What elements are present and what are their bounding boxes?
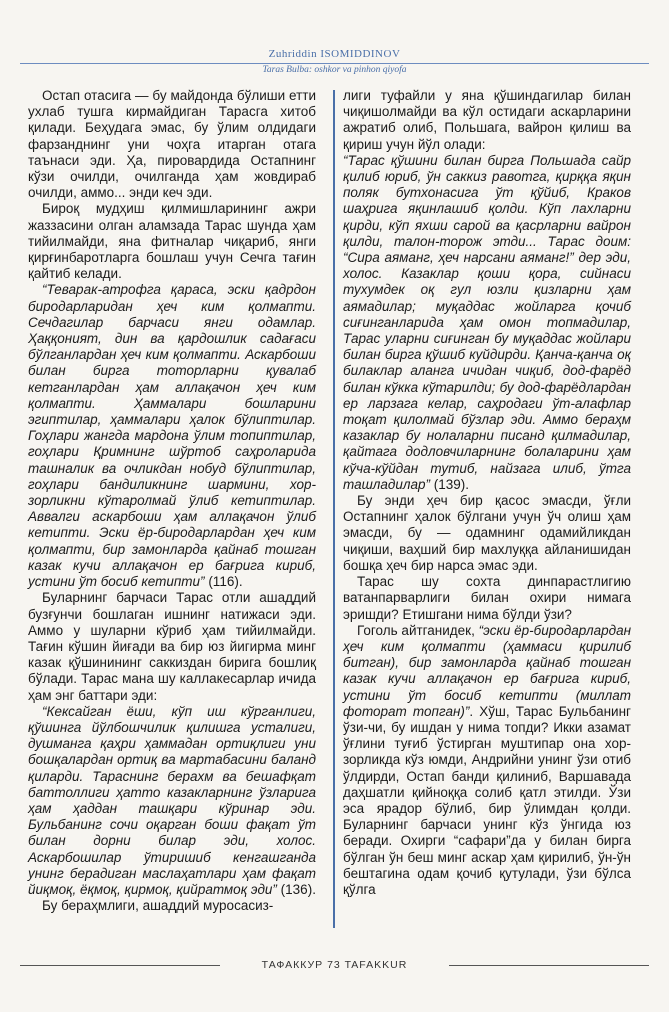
right-text-column [343,88,631,898]
quote-text: “эски ёр-биродарлардан ҳеч ким қолмапти (ҳаммаси қирилиб битган), бир замонларда қайнаб тошган казак кучи аллақачон ер бағрига кириб, устини ўт босиб кетипти (миллат фоторат топган)” [343,622,632,719]
header-rule [20,63,649,64]
quote-text: “Теварак-атрофга қараса, эски қадрдон биродарларидан ҳеч ким қолмапти. Сечдагилар барчаси янги одамлар. Ҳаққоният, дин ва қардошлик садағаси бўлганлардан ҳеч ким қолмапти. Аскарбоши билан бирга тоторларни қувалаб кетганлардан ҳам аллақачон ҳеч ким қолмапти. Ҳаммалари бошларини эгиптилар, ҳаммалари ҳалок бўлиптилар. Гоҳлари жангда мардона ўлим топиптилар, гоҳлари Қримнинг шўртоб саҳроларида ташналик ва очликдан нобуд бўлиптилар, гоҳлари бандиликнинг шармини, хор-зорликни кўтаролмай ўлиб кетиптилар. Аввалги аскарбоши ҳам аллақачон ўлиб кетипти. Эски ёр-биродарлардан ҳеч ким қолмапти, бир замонларда қайнаб тошган казак кучи аллақачон ер бағрига кириб, устини ўт босиб кетипти” [28,282,316,590]
quote-text: “Кексайган ёши, кўп иш кўрганлиги, қўшинга йўлбошчилик қилишга усталиги, душманга қаҳри ҳаммадан ортиқлиги уни бошқалардан ортиқ ва мартабасини баланд қиларди. Тараснинг берахм ва бешафқат баттоллиги ҳатто казакларнинг ўзларига ҳам ҳаддан ташқари кўринар эди. Бульбанинг сочи оқарган боши фақат ўт билан дорни билар эди, холос. Аскарбошилар ўтиришиб кенгашганда унинг берадиган маслаҳатлари ҳам фақат йиқмоқ, ёқмоқ, қирмоқ, қийратмоқ эди” [28,703,316,897]
citation-text: (139). [430,476,470,492]
paragraph [28,282,316,590]
paragraph [28,590,316,703]
paragraph-text: Бу энди ҳеч бир қасос эмасди, ўғли Остапнинг ҳалок бўлгани учун ўч олиш ҳам эмасди, бу — одамнинг одамийликдан чиқиши, ваҳший бир махлуққа айланишидан бошқа ҳеч бир нарса эмас эди. [343,493,631,573]
paragraph [28,704,316,898]
paragraph-text: Бироқ мудҳиш қилмишларининг ажри жаззасини олган аламзада Тарас шунда ҳам тийилмайди, яна фитналар чиқариб, янги қирғинбаротларга бошлаш учун Сечга тағин қайтиб келади. [28,201,316,282]
paragraph [343,493,631,574]
paragraph [343,153,631,493]
paragraph [28,201,316,282]
citation-text: . Хўш, Тарас Бульбанинг ўзи-чи, бу ишдан у нима топди? Икки азамат ўғлини туғиб ўстирган муштипар она хор-зорликда кўз юмди, Андрийни унинг ўзи отиб ўлдирди, Остап банди қилиниб, Варшавада даҳшатли қийноққа солиб қатл этилди. Ўзи эса ярадор бўлиб, бир ўлимдан қолди. Буларнинг барчаси унинг кўз ўнгида юз беради. Охирги “сафари”да у билан бирга бўлган ўн беш минг аскар ҳам қирилиб, ўн-ўн бештагина одам қочиб қутулади, ўзи бўлса қўлга [343,703,631,897]
footer-text: ТАФАККУР 73 TAFAKKUR [261,959,408,971]
paragraph-text: Остап отасига — бу майдонда бўлиши етти ухлаб тушга кирмайдиган Тарасга хитоб қилади. Беҳудага эмас, бу ўлим олдидаги фарзанднинг уни чоҳга итарган отага таънаси эди. Ҳа, пировардида Остапнинг кўзи очилди, очилганда ҳам жовдираб очилди, аммо... энди кеч эди. [28,88,316,201]
citation-text: (136). [276,881,316,897]
paragraph [343,623,631,898]
page-footer [20,958,649,972]
paragraph [343,574,631,623]
paragraph-text: Гоголь айтганидек, [357,622,479,638]
paragraph-text: Тарас шу сохта динпарастлигию ватанпарварлиги билан охири нимага эришди? Етишгани нима бўлди ўзи? [343,574,631,622]
paragraph-text: лиги туфайли у яна қўшиндагилар билан чиқишолмайди ва кўл остидаги аскарларини ажратиб олиб, Польшага, вайрон қилиш ва қириш учун йўл олади: [343,88,631,152]
author-name: Zuhriddin ISOMIDDINOV [268,48,401,60]
quote-text: “Тарас қўшини билан бирга Польшада сайр қилиб юриб, ўн саккиз равотга, қирққа яқин поляк бутхонасига ўт қўйиб, Краков шаҳрига яқинлашиб қолди. Кўп лахларни қирди, кўп яхши сарой ва қасрларни вайрон қилди, талон-торож этди... Тарас доим: “Сира аяманг, ҳеч нарсани аяманг!” дер эди, холос. Казаклар қоши қора, сийнаси тухумдек оқ гул юзли қизларни ҳам аямадилар; муқаддас жойларга қочиб сиғинганларида ҳам омон топмадилар, Тарас уларни сиғинган бу муқаддас жойлари билан бирга қўшиб куйдирди. Қанча-қанча оқ билаклар аланга ичидан чиқиб, дод-фарёд билан кўкка кўтарилди; бу дод-фарёдлардан ер ларзага келар, саҳродаги ўт-алафлар тоқат қилолмай бўзлар эди. Аммо бераҳм казаклар бу нолаларни писанд қилмадилар, қайтага додловчиларнинг болаларини ҳам кўча-кўйдан тутиб, найзага илиб, ўтга ташладилар” [343,152,631,492]
paragraph [28,898,316,914]
paragraph [28,88,316,201]
column-divider [333,90,335,928]
paragraph-text: Буларнинг барчаси Тарас отли ашаддий бузғунчи бошлаган ишнинг натижаси эди. Аммо у шуларни кўриб ҳам тийилмайди. Тағин кўшин йиғади ва бир юз йигирма минг казак қўшинининг саккиздан бирига бошлиқ бўлади. Тарас мана шу каллакесарлар ичида ҳам энг баттари эди: [28,590,316,703]
paragraph [343,88,631,153]
running-header [0,48,669,76]
footer-rule-right [449,965,649,966]
left-text-column [28,88,316,914]
article-subtitle: Taras Bulba: oshkor va pinhon qiyofa [262,65,407,75]
citation-text: (116). [204,574,243,590]
paragraph-text: Бу бераҳмлиги, ашаддий муросасиз- [42,898,274,914]
